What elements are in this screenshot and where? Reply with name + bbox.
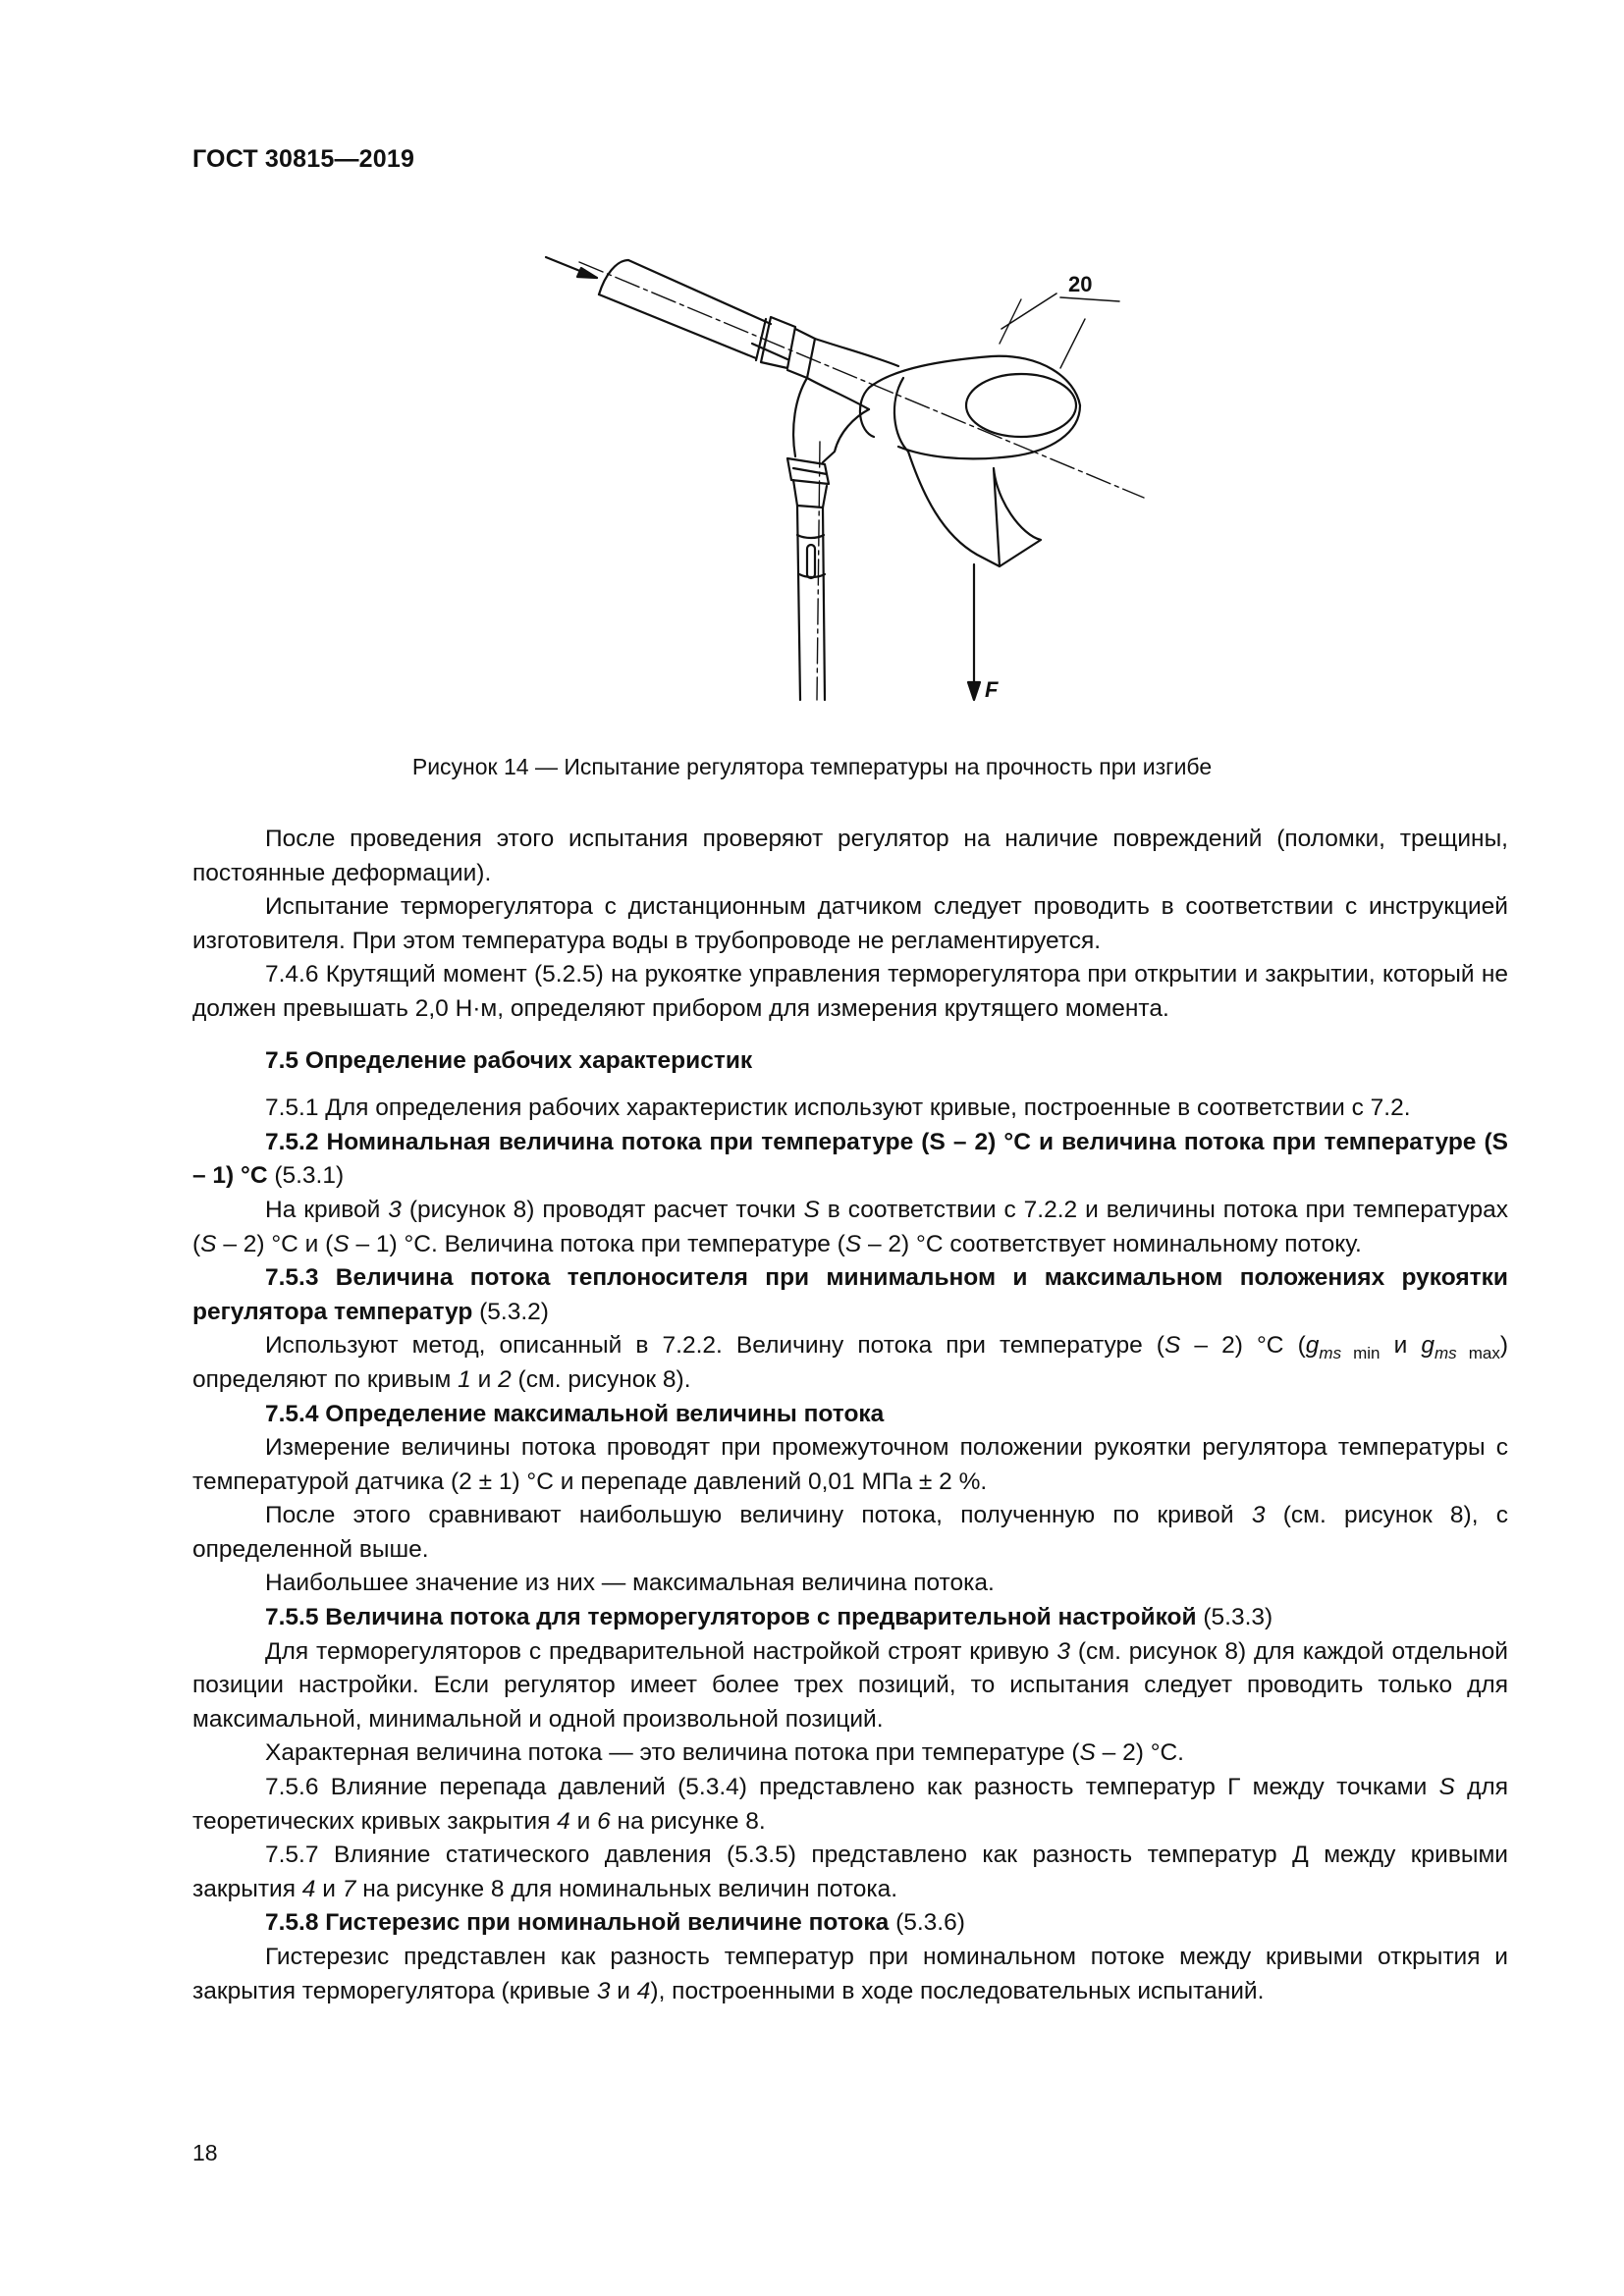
paragraph	[192, 1839, 1508, 1906]
curve-number: 2	[498, 1365, 512, 1393]
text-run: и	[470, 1365, 499, 1393]
heading-text: 7.5.3 Величина потока теплоносителя при минимальном и максимальном положениях рукоятки регулятора температур	[192, 1264, 1508, 1325]
curve-number: 7	[342, 1875, 356, 1902]
text-run: и	[569, 1807, 598, 1835]
paragraph: 7.4.6 Крутящий момент (5.2.5) на рукоятке управления терморегулятора при открытии и закрытии, который не должен превышать 2,0 Н·м, определяют прибором для измерения крутящего момента.	[192, 961, 1508, 1022]
paragraph: 7.5.1 Для определения рабочих характеристик используют кривые, построенные в соответствии с 7.2.	[265, 1095, 1411, 1122]
heading-text: 7.5.4 Определение максимальной величины потока	[265, 1400, 885, 1427]
paragraph	[192, 1194, 1508, 1261]
paragraph	[192, 1941, 1508, 2008]
symbol-s: S	[333, 1230, 350, 1257]
paragraph	[192, 1635, 1508, 1737]
heading-text: 7.5.8 Гистерезис при номинальной величине потока	[265, 1909, 890, 1937]
bending-test-figure	[530, 240, 1218, 702]
paragraph: Измерение величины потока проводят при промежуточном положении рукоятки регулятора температуры с температурой датчика (2 ± 1) °C и перепаде давлений 0,01 МПа ± 2 %.	[192, 1434, 1508, 1495]
subscript	[1435, 1344, 1500, 1362]
curve-number: 1	[458, 1365, 471, 1393]
text-run: и	[610, 1977, 637, 2004]
subsection-heading	[192, 1906, 1508, 1941]
text-run: для теоретических кривых закрытия	[192, 1774, 1508, 1835]
text-run: (см. рисунок 8).	[511, 1365, 691, 1393]
subsection-heading	[192, 1601, 1508, 1635]
subscript-min: min	[1341, 1344, 1380, 1363]
curve-number: 4	[636, 1977, 651, 2004]
text-run: на рисунке 8.	[610, 1807, 766, 1835]
symbol-s: S	[803, 1196, 820, 1223]
symbol-g: g	[1305, 1332, 1320, 1360]
symbol-g: g	[1421, 1332, 1435, 1360]
figure-caption: Рисунок 14 — Испытание регулятора температуры на прочность при изгибе	[411, 754, 1213, 779]
text-run: – 2) °C и (	[216, 1230, 334, 1257]
paragraph: Наибольшее значение из них — максимальная величина потока.	[265, 1570, 995, 1597]
text-run: в соответствии с 7.2.2 и величины потока при температурах (	[192, 1196, 1509, 1257]
dimension-label: 20	[1068, 272, 1093, 296]
text-run: и	[315, 1875, 343, 1902]
heading-ref: (5.3.6)	[889, 1909, 965, 1937]
heading-ref: (5.3.3)	[1196, 1604, 1273, 1631]
subsection-heading	[192, 1398, 1508, 1432]
symbol-s: S	[1164, 1332, 1181, 1360]
curve-number: 3	[1056, 1637, 1070, 1665]
text-run: ), построенными в ходе последовательных испытаний.	[650, 1977, 1265, 2004]
paragraph	[192, 1736, 1508, 1771]
symbol-s: S	[1079, 1739, 1096, 1767]
page-number: 18	[192, 2140, 218, 2165]
vertical-pipe	[797, 506, 825, 700]
subscript-ms: ms	[1319, 1344, 1342, 1363]
valve-body	[807, 339, 898, 409]
section-heading: 7.5 Определение рабочих характеристик	[265, 1046, 753, 1074]
text-run: Для терморегуляторов с предварительной настройкой строят кривую	[265, 1637, 1057, 1665]
heading-text: 7.5.5 Величина потока для терморегуляторов с предварительной настройкой	[265, 1604, 1197, 1631]
paragraph: Испытание терморегулятора с дистанционным датчиком следует проводить в соответствии с инструкцией изготовителя. При этом температура воды в трубопроводе не регламентируется.	[192, 893, 1508, 954]
text-run: ) определяют по кривым	[192, 1332, 1508, 1393]
load-lever	[908, 452, 1041, 566]
subsection-heading	[192, 1261, 1508, 1329]
subscript	[1319, 1344, 1380, 1362]
paragraph: После проведения этого испытания проверяют регулятор на наличие повреждений (поломки, трещины, постоянные деформации).	[192, 826, 1508, 886]
force-label: F	[985, 677, 999, 702]
text-run: Используют метод, описанный в 7.2.2. Величину потока при температуре (	[265, 1332, 1164, 1360]
heading-text: 7.5.2 Номинальная величина потока при температуре (S – 2) °C и величина потока при температуре (S – 1) °C	[192, 1128, 1508, 1190]
symbol-s: S	[1438, 1774, 1455, 1801]
document-code: ГОСТ 30815—2019	[192, 145, 415, 173]
paragraph	[192, 1499, 1508, 1567]
text-run: – 1) °C. Величина потока при температуре (	[349, 1230, 845, 1257]
text-run: – 2) °C соответствует номинальному потоку.	[861, 1230, 1362, 1257]
text-run: 7.5.7 Влияние статического давления (5.3.5) представлено как разность температур Д между кривыми закрытия	[192, 1842, 1508, 1902]
curve-number: 3	[596, 1977, 611, 2004]
text-run: – 2) °C.	[1095, 1739, 1184, 1767]
text-run: 7.5.6 Влияние перепада давлений (5.3.4) представлено как разность температур Г между точками	[265, 1774, 1439, 1801]
symbol-s: S	[200, 1230, 217, 1257]
text-run: – 2) °C (	[1180, 1332, 1306, 1360]
text-run: (см. рисунок 8) для каждой отдельной позиции настройки. Если регулятор имеет более трех позиций, то испытания следует проводить только для максимальной, минимальной и одной произвольной позиций.	[192, 1637, 1508, 1733]
subscript-ms: ms	[1435, 1344, 1457, 1363]
curve-number: 3	[1251, 1502, 1266, 1529]
text-run: Гистерезис представлен как разность температур при номинальном потоке между кривыми открытия и закрытия терморегулятора (кривые	[192, 1944, 1508, 2004]
text-run: на рисунке 8 для номинальных величин потока.	[355, 1875, 898, 1902]
heading-ref: (5.3.1)	[267, 1162, 345, 1190]
subscript-max: max	[1456, 1344, 1500, 1363]
curve-number: 3	[388, 1196, 402, 1223]
paragraph	[192, 1329, 1508, 1397]
text-run: и	[1380, 1332, 1422, 1360]
curve-number: 6	[597, 1807, 611, 1835]
thermostat-head	[869, 356, 1080, 459]
heading-ref: (5.3.2)	[472, 1298, 549, 1325]
paragraph	[192, 1771, 1508, 1839]
subsection-heading	[192, 1126, 1508, 1194]
symbol-s: S	[844, 1230, 862, 1257]
text-run: Характерная величина потока — это величина потока при температуре (	[265, 1739, 1080, 1767]
text-run: (см. рисунок 8), с определенной выше.	[192, 1502, 1508, 1563]
head-face	[966, 374, 1076, 437]
text-run: После этого сравнивают наибольшую величину потока, полученную по кривой	[265, 1502, 1252, 1529]
center-line	[579, 262, 1144, 498]
text-run: На кривой	[265, 1196, 389, 1223]
curve-number: 4	[301, 1875, 316, 1902]
body-text	[192, 823, 1508, 2008]
text-run: (рисунок 8) проводят расчет точки	[401, 1196, 804, 1223]
curve-number: 4	[557, 1807, 570, 1835]
pipe	[599, 260, 771, 358]
